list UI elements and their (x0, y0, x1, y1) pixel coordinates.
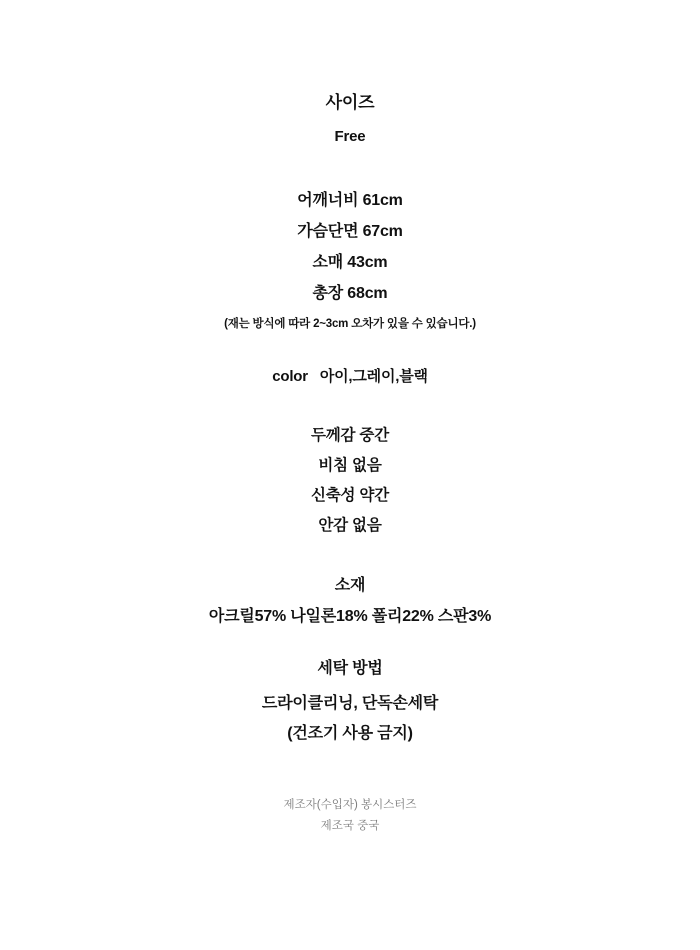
size-note: (재는 방식에 따라 2~3cm 오차가 있을 수 있습니다.) (224, 318, 476, 330)
footer-info (283, 795, 416, 837)
feature-lining: 안감 없음 (318, 517, 382, 534)
size-value: Free (334, 128, 366, 145)
measurement-length: 총장 68cm (312, 285, 388, 302)
measurement-sleeve: 소매 43cm (312, 254, 388, 271)
footer-manufacturer: 제조자(수입자) 봉시스터즈 (283, 799, 417, 811)
feature-thickness: 두께감 중간 (311, 427, 389, 444)
material-heading: 소재 (334, 577, 366, 594)
color-row (272, 367, 428, 387)
measurement-shoulder: 어깨너비 61cm (297, 192, 403, 209)
size-heading: 사이즈 (325, 93, 375, 112)
color-label: color (272, 368, 308, 385)
color-values: 아이,그레이,블랙 (319, 368, 428, 385)
material-composition: 아크릴57% 나일론18% 폴리22% 스판3% (208, 608, 492, 625)
feature-transparency: 비침 없음 (318, 457, 382, 474)
feature-elasticity: 신축성 약간 (311, 487, 389, 504)
wash-heading: 세탁 방법 (317, 660, 383, 677)
wash-instruction-primary: 드라이클리닝, 단독손세탁 (261, 695, 439, 712)
wash-instruction-secondary: (건조기 사용 금지) (287, 725, 413, 742)
footer-origin: 제조국 중국 (320, 820, 380, 832)
measurement-chest: 가슴단면 67cm (297, 223, 403, 240)
